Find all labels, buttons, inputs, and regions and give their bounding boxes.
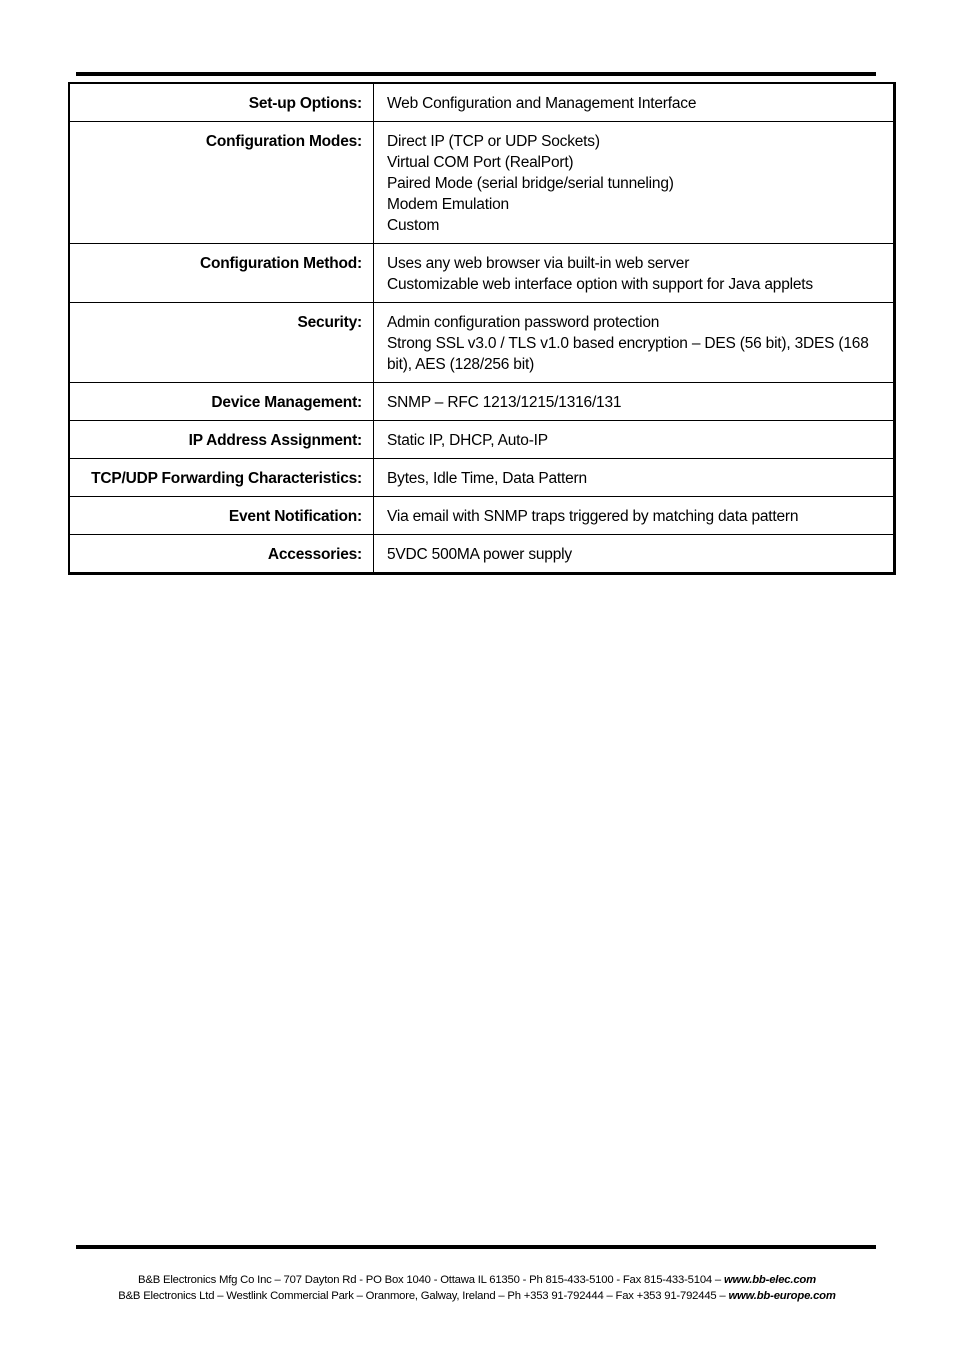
spec-value-line: Bytes, Idle Time, Data Pattern: [387, 470, 587, 487]
spec-value-line: Web Configuration and Management Interface: [387, 95, 697, 112]
spec-label: Set-up Options:: [70, 84, 374, 121]
spec-label: Accessories:: [70, 535, 374, 572]
spec-value-line: Custom: [387, 217, 440, 234]
spec-value-line: Admin configuration password protection: [387, 314, 660, 331]
spec-value: [374, 244, 893, 302]
footer-line-europe: [0, 1288, 954, 1304]
spec-value-line: Via email with SNMP traps triggered by matching data pattern: [387, 508, 799, 525]
footer-address-us: B&B Electronics Mfg Co Inc – 707 Dayton Rd - PO Box 1040 - Ottawa IL 61350 - Ph 815-433-5100 - Fax 815-433-5104 –: [138, 1274, 724, 1286]
footer-link-us[interactable]: www.bb-elec.com: [723, 1274, 816, 1286]
spec-table: [68, 82, 896, 575]
spec-value-line: Paired Mode (serial bridge/serial tunneling): [387, 175, 674, 192]
spec-value-line: 5VDC 500MA power supply: [387, 546, 572, 563]
spec-value: [374, 383, 893, 420]
spec-value: [374, 84, 893, 121]
spec-value: [374, 535, 893, 572]
spec-value: [374, 497, 893, 534]
spec-row-ip-address-assignment: [70, 420, 893, 458]
bottom-rule: [76, 1245, 876, 1249]
spec-value-line: Customizable web interface option with support for Java applets: [387, 276, 813, 293]
spec-row-event-notification: [70, 496, 893, 534]
spec-label: TCP/UDP Forwarding Characteristics:: [70, 459, 374, 496]
spec-row-setup-options: [70, 84, 893, 121]
spec-value: [374, 303, 893, 382]
spec-label: Security:: [70, 303, 374, 382]
spec-value-line: SNMP – RFC 1213/1215/1316/131: [387, 394, 622, 411]
spec-value-line: Modem Emulation: [387, 196, 509, 213]
spec-label: Configuration Modes:: [70, 122, 374, 243]
spec-label: Configuration Method:: [70, 244, 374, 302]
spec-row-security: [70, 302, 893, 382]
spec-row-configuration-modes: [70, 121, 893, 243]
page-footer: [0, 1272, 954, 1304]
top-rule: [76, 72, 876, 76]
spec-label: Event Notification:: [70, 497, 374, 534]
spec-label: Device Management:: [70, 383, 374, 420]
footer-link-europe[interactable]: www.bb-europe.com: [728, 1290, 836, 1302]
spec-row-accessories: [70, 534, 893, 572]
spec-row-device-management: [70, 382, 893, 420]
spec-row-tcp-udp-forwarding: [70, 458, 893, 496]
spec-value-line: Virtual COM Port (RealPort): [387, 154, 574, 171]
footer-address-europe: B&B Electronics Ltd – Westlink Commercial Park – Oranmore, Galway, Ireland – Ph +353 91-792444 – Fax +353 91-792445 –: [118, 1290, 729, 1302]
spec-value: [374, 459, 893, 496]
footer-line-us: [0, 1272, 954, 1288]
spec-row-configuration-method: [70, 243, 893, 302]
spec-value-line: Strong SSL v3.0 / TLS v1.0 based encryption – DES (56 bit), 3DES (168 bit), AES (128/256 bit): [387, 335, 869, 373]
spec-value: [374, 122, 893, 243]
spec-label: IP Address Assignment:: [70, 421, 374, 458]
spec-value: [374, 421, 893, 458]
spec-value-line: Uses any web browser via built-in web server: [387, 255, 690, 272]
spec-value-line: Static IP, DHCP, Auto-IP: [387, 432, 548, 449]
spec-value-line: Direct IP (TCP or UDP Sockets): [387, 133, 600, 150]
